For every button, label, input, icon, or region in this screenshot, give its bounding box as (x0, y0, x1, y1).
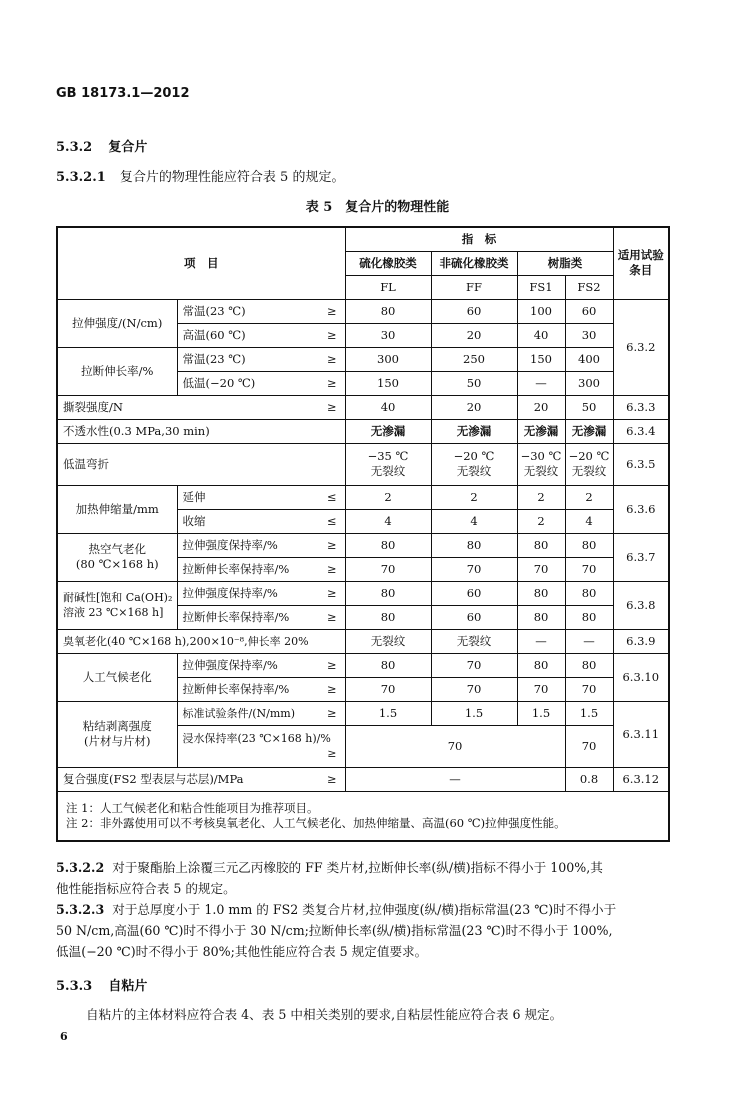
table-row (57, 299, 669, 323)
row-name-line: (片材与片材) (84, 734, 151, 748)
cell-value: 2 (517, 485, 565, 509)
cell-value-merged: 70 (345, 725, 565, 767)
cell-value: 300 (565, 371, 613, 395)
table-row (57, 653, 669, 677)
paragraph-text: 对于聚酯胎上涂覆三元乙丙橡胶的 FF 类片材,拉断伸长率(纵/横)指标不得小于 100%,其 (112, 860, 603, 875)
cell-value (565, 443, 613, 485)
row-symbol: ≥ (297, 323, 345, 347)
fl-header: FL (345, 275, 431, 299)
row-symbol: ≥ (297, 677, 345, 701)
cell-value: 80 (345, 299, 431, 323)
cell-value: 70 (345, 677, 431, 701)
row-symbol: ≥ (297, 533, 345, 557)
cell-value: 0.8 (565, 767, 613, 791)
cell-value: — (565, 629, 613, 653)
cell-value: 1.5 (565, 701, 613, 725)
cell-value: 70 (565, 725, 613, 767)
cell-value: 80 (517, 605, 565, 629)
cell-value: 150 (345, 371, 431, 395)
row-name (57, 581, 177, 629)
cell-value: 250 (431, 347, 517, 371)
cell-value: 20 (431, 323, 517, 347)
cell-value: 60 (431, 299, 517, 323)
table-caption: 表 5 复合片的物理性能 (305, 200, 450, 215)
row-sub: 高温(60 ℃) (177, 323, 297, 347)
page-number: 6 (60, 1030, 68, 1043)
cell-value: 100 (517, 299, 565, 323)
cell-value: 1.5 (345, 701, 431, 725)
cell-value: 20 (517, 395, 565, 419)
cell-value (517, 443, 565, 485)
ff-header: FF (431, 275, 517, 299)
section-5-3-3-heading (56, 975, 147, 994)
row-symbol: ≥ (297, 767, 345, 791)
bend-result: 无裂纹 (523, 464, 559, 478)
cell-value: 20 (431, 395, 517, 419)
row-sub: 标准试验条件/(N/mm) (177, 701, 297, 725)
row-sub: 拉伸强度保持率/% (177, 533, 297, 557)
row-method: 6.3.11 (613, 701, 669, 767)
row-name-line: 溶液 23 ℃×168 h] (63, 606, 164, 619)
row-symbol: ≥ (297, 581, 345, 605)
cell-value: 80 (345, 533, 431, 557)
table-row (57, 581, 669, 605)
cell-value: 1.5 (517, 701, 565, 725)
note-2: 注 2：非外露使用可以不考核臭氧老化、人工气候老化、加热伸缩量、高温(60 ℃)拉伸强度性能。 (66, 815, 566, 830)
cell-value: 80 (517, 581, 565, 605)
cell-value: 60 (431, 581, 517, 605)
cell-value: 4 (565, 509, 613, 533)
cell-value: 无渗漏 (517, 419, 565, 443)
row-method: 6.3.6 (613, 485, 669, 533)
fs1-header: FS1 (517, 275, 565, 299)
row-method: 6.3.3 (613, 395, 669, 419)
cell-value-merged: — (345, 767, 565, 791)
cell-value: 80 (517, 653, 565, 677)
cell-value: — (517, 371, 565, 395)
cell-value: 30 (345, 323, 431, 347)
row-sub: 常温(23 ℃) (177, 299, 297, 323)
cell-value: 70 (517, 557, 565, 581)
row-sub: 常温(23 ℃) (177, 347, 297, 371)
section-number: 5.3.2.2 (56, 860, 105, 875)
cell-value: 70 (431, 557, 517, 581)
row-method: 6.3.8 (613, 581, 669, 629)
row-name: 复合强度(FS2 型表层与芯层)/MPa (57, 767, 297, 791)
row-symbol: ≥ (297, 371, 345, 395)
row-sub: 拉断伸长率保持率/% (177, 557, 297, 581)
row-name (57, 533, 177, 581)
cell-value: 1.5 (431, 701, 517, 725)
row-name-line: 耐碱性[饱和 Ca(OH)₂ (63, 591, 173, 604)
row-symbol: ≤ (297, 509, 345, 533)
section-title: 复合片 (108, 140, 148, 155)
section-number: 5.3.2 (56, 140, 93, 155)
cell-value (431, 443, 517, 485)
row-sub: 拉伸强度保持率/% (177, 653, 297, 677)
cell-value: 150 (517, 347, 565, 371)
table-row (57, 767, 669, 791)
row-name: 臭氧老化(40 ℃×168 h),200×10⁻⁸,伸长率 20% (57, 629, 345, 653)
row-name: 低温弯折 (57, 443, 345, 485)
cell-value: 70 (431, 653, 517, 677)
row-sub: 拉断伸长率保持率/% (177, 605, 297, 629)
row-symbol: ≥ (297, 347, 345, 371)
cell-value: 80 (565, 533, 613, 557)
nonvulcanized-header: 非硫化橡胶类 (431, 251, 517, 275)
row-symbol: ≥ (297, 701, 345, 725)
cell-value: 2 (517, 509, 565, 533)
cell-value: 30 (565, 323, 613, 347)
row-method: 6.3.4 (613, 419, 669, 443)
section-number: 5.3.2.1 (56, 170, 106, 185)
row-sub: 延伸 (177, 485, 297, 509)
cell-value: 80 (565, 581, 613, 605)
cell-value: 4 (345, 509, 431, 533)
cell-value: 40 (345, 395, 431, 419)
fs2-header: FS2 (565, 275, 613, 299)
cell-value: 80 (345, 581, 431, 605)
resin-header: 树脂类 (517, 251, 613, 275)
row-name-line: 粘结剥离强度 (82, 719, 152, 733)
cell-value: 4 (431, 509, 517, 533)
table-row (57, 443, 669, 485)
row-method: 6.3.12 (613, 767, 669, 791)
bend-result: 无裂纹 (571, 464, 607, 478)
row-name: 撕裂强度/N (57, 395, 297, 419)
section-5-3-3-text: 自粘片的主体材料应符合表 4、表 5 中相关类别的要求,自粘层性能应符合表 6 规定。 (86, 1007, 563, 1022)
table-row (57, 701, 669, 725)
paragraph-line (56, 857, 696, 878)
row-method: 6.3.5 (613, 443, 669, 485)
row-symbol: ≥ (297, 605, 345, 629)
cell-value: 2 (431, 485, 517, 509)
section-text: 复合片的物理性能应符合表 5 的规定。 (119, 170, 345, 185)
section-title: 自粘片 (108, 979, 148, 994)
row-name: 不透水性(0.3 MPa,30 min) (57, 419, 345, 443)
section-5-3-2-1 (56, 166, 344, 185)
section-number: 5.3.3 (56, 979, 93, 994)
bend-temp: −30 ℃ (520, 449, 562, 463)
row-name (57, 701, 177, 767)
table-row (57, 629, 669, 653)
row-sub: 拉伸强度保持率/% (177, 581, 297, 605)
row-symbol: ≥ (297, 395, 345, 419)
row-sub: 低温(−20 ℃) (177, 371, 297, 395)
cell-value: — (517, 629, 565, 653)
table-row (57, 347, 669, 371)
cell-value: 70 (517, 677, 565, 701)
cell-value: 300 (345, 347, 431, 371)
cell-value: 无渗漏 (345, 419, 431, 443)
row-symbol: ≤ (297, 485, 345, 509)
row-symbol: ≥ (297, 299, 345, 323)
section-5-3-2-2 (56, 857, 696, 899)
bend-temp: −20 ℃ (568, 449, 610, 463)
row-method: 6.3.10 (613, 653, 669, 701)
bend-temp: −35 ℃ (367, 449, 409, 463)
row-name-line: 热空气老化 (88, 542, 146, 556)
cell-value (345, 443, 431, 485)
cell-value: 无裂纹 (431, 629, 517, 653)
row-symbol: ≥ (327, 747, 337, 760)
cell-value: 50 (565, 395, 613, 419)
row-symbol: ≥ (297, 653, 345, 677)
cell-value: 80 (345, 605, 431, 629)
section-5-3-2-heading (56, 136, 147, 155)
cell-value: 70 (345, 557, 431, 581)
row-sub: 拉断伸长率保持率/% (177, 677, 297, 701)
vulcanized-header: 硫化橡胶类 (345, 251, 431, 275)
cell-value: 400 (565, 347, 613, 371)
table-row (57, 485, 669, 509)
row-method: 6.3.7 (613, 533, 669, 581)
paragraph-line: 50 N/cm,高温(60 ℃)时不得小于 30 N/cm;拉断伸长率(纵/横)指标常温(23 ℃)时不得小于 100%, (56, 923, 613, 938)
cell-value: 80 (345, 653, 431, 677)
bend-temp: −20 ℃ (453, 449, 495, 463)
physical-properties-table (56, 226, 670, 842)
cell-value: 40 (517, 323, 565, 347)
bend-result: 无裂纹 (370, 464, 406, 478)
row-name-line: (80 ℃×168 h) (75, 557, 159, 571)
row-method: 6.3.2 (613, 299, 669, 395)
row-name: 加热伸缩量/mm (57, 485, 177, 533)
cell-value: 2 (565, 485, 613, 509)
bend-result: 无裂纹 (456, 464, 492, 478)
row-sub: 收缩 (177, 509, 297, 533)
row-name: 拉伸强度/(N/cm) (57, 299, 177, 347)
row-sub-line: 浸水保持率(23 ℃×168 h)/% (182, 732, 331, 745)
cell-value: 无裂纹 (345, 629, 431, 653)
method-header: 适用试验条目 (613, 227, 669, 299)
table-notes (57, 791, 669, 841)
cell-value: 60 (431, 605, 517, 629)
cell-value: 70 (565, 677, 613, 701)
standard-header: GB 18173.1—2012 (56, 86, 190, 101)
table-notes-row (57, 791, 669, 841)
cell-value: 无渗漏 (431, 419, 517, 443)
cell-value: 80 (565, 653, 613, 677)
row-name: 拉断伸长率/% (57, 347, 177, 395)
section-5-3-2-3 (56, 899, 696, 962)
row-symbol: ≥ (297, 557, 345, 581)
cell-value: 50 (431, 371, 517, 395)
cell-value: 70 (565, 557, 613, 581)
paragraph-line: 低温(−20 ℃)时不得小于 80%;其他性能应符合表 5 规定值要求。 (56, 944, 428, 959)
note-1: 注 1：人工气候老化和粘合性能项目为推荐项目。 (66, 800, 319, 815)
item-header: 项 目 (57, 227, 345, 299)
cell-value: 70 (431, 677, 517, 701)
table-header-row (57, 227, 669, 251)
cell-value: 60 (565, 299, 613, 323)
paragraph-text: 对于总厚度小于 1.0 mm 的 FS2 类复合片材,拉伸强度(纵/横)指标常温(23 ℃)时不得小于 (112, 902, 617, 917)
table-row (57, 395, 669, 419)
cell-value: 80 (565, 605, 613, 629)
table-row (57, 533, 669, 557)
cell-value: 无渗漏 (565, 419, 613, 443)
index-header: 指 标 (345, 227, 613, 251)
cell-value: 80 (431, 533, 517, 557)
paragraph-line: 他性能指标应符合表 5 的规定。 (56, 881, 236, 896)
row-sub (177, 725, 345, 767)
table-row (57, 419, 669, 443)
paragraph-line (56, 899, 696, 920)
cell-value: 80 (517, 533, 565, 557)
cell-value: 2 (345, 485, 431, 509)
row-name: 人工气候老化 (57, 653, 177, 701)
row-method: 6.3.9 (613, 629, 669, 653)
section-number: 5.3.2.3 (56, 902, 105, 917)
